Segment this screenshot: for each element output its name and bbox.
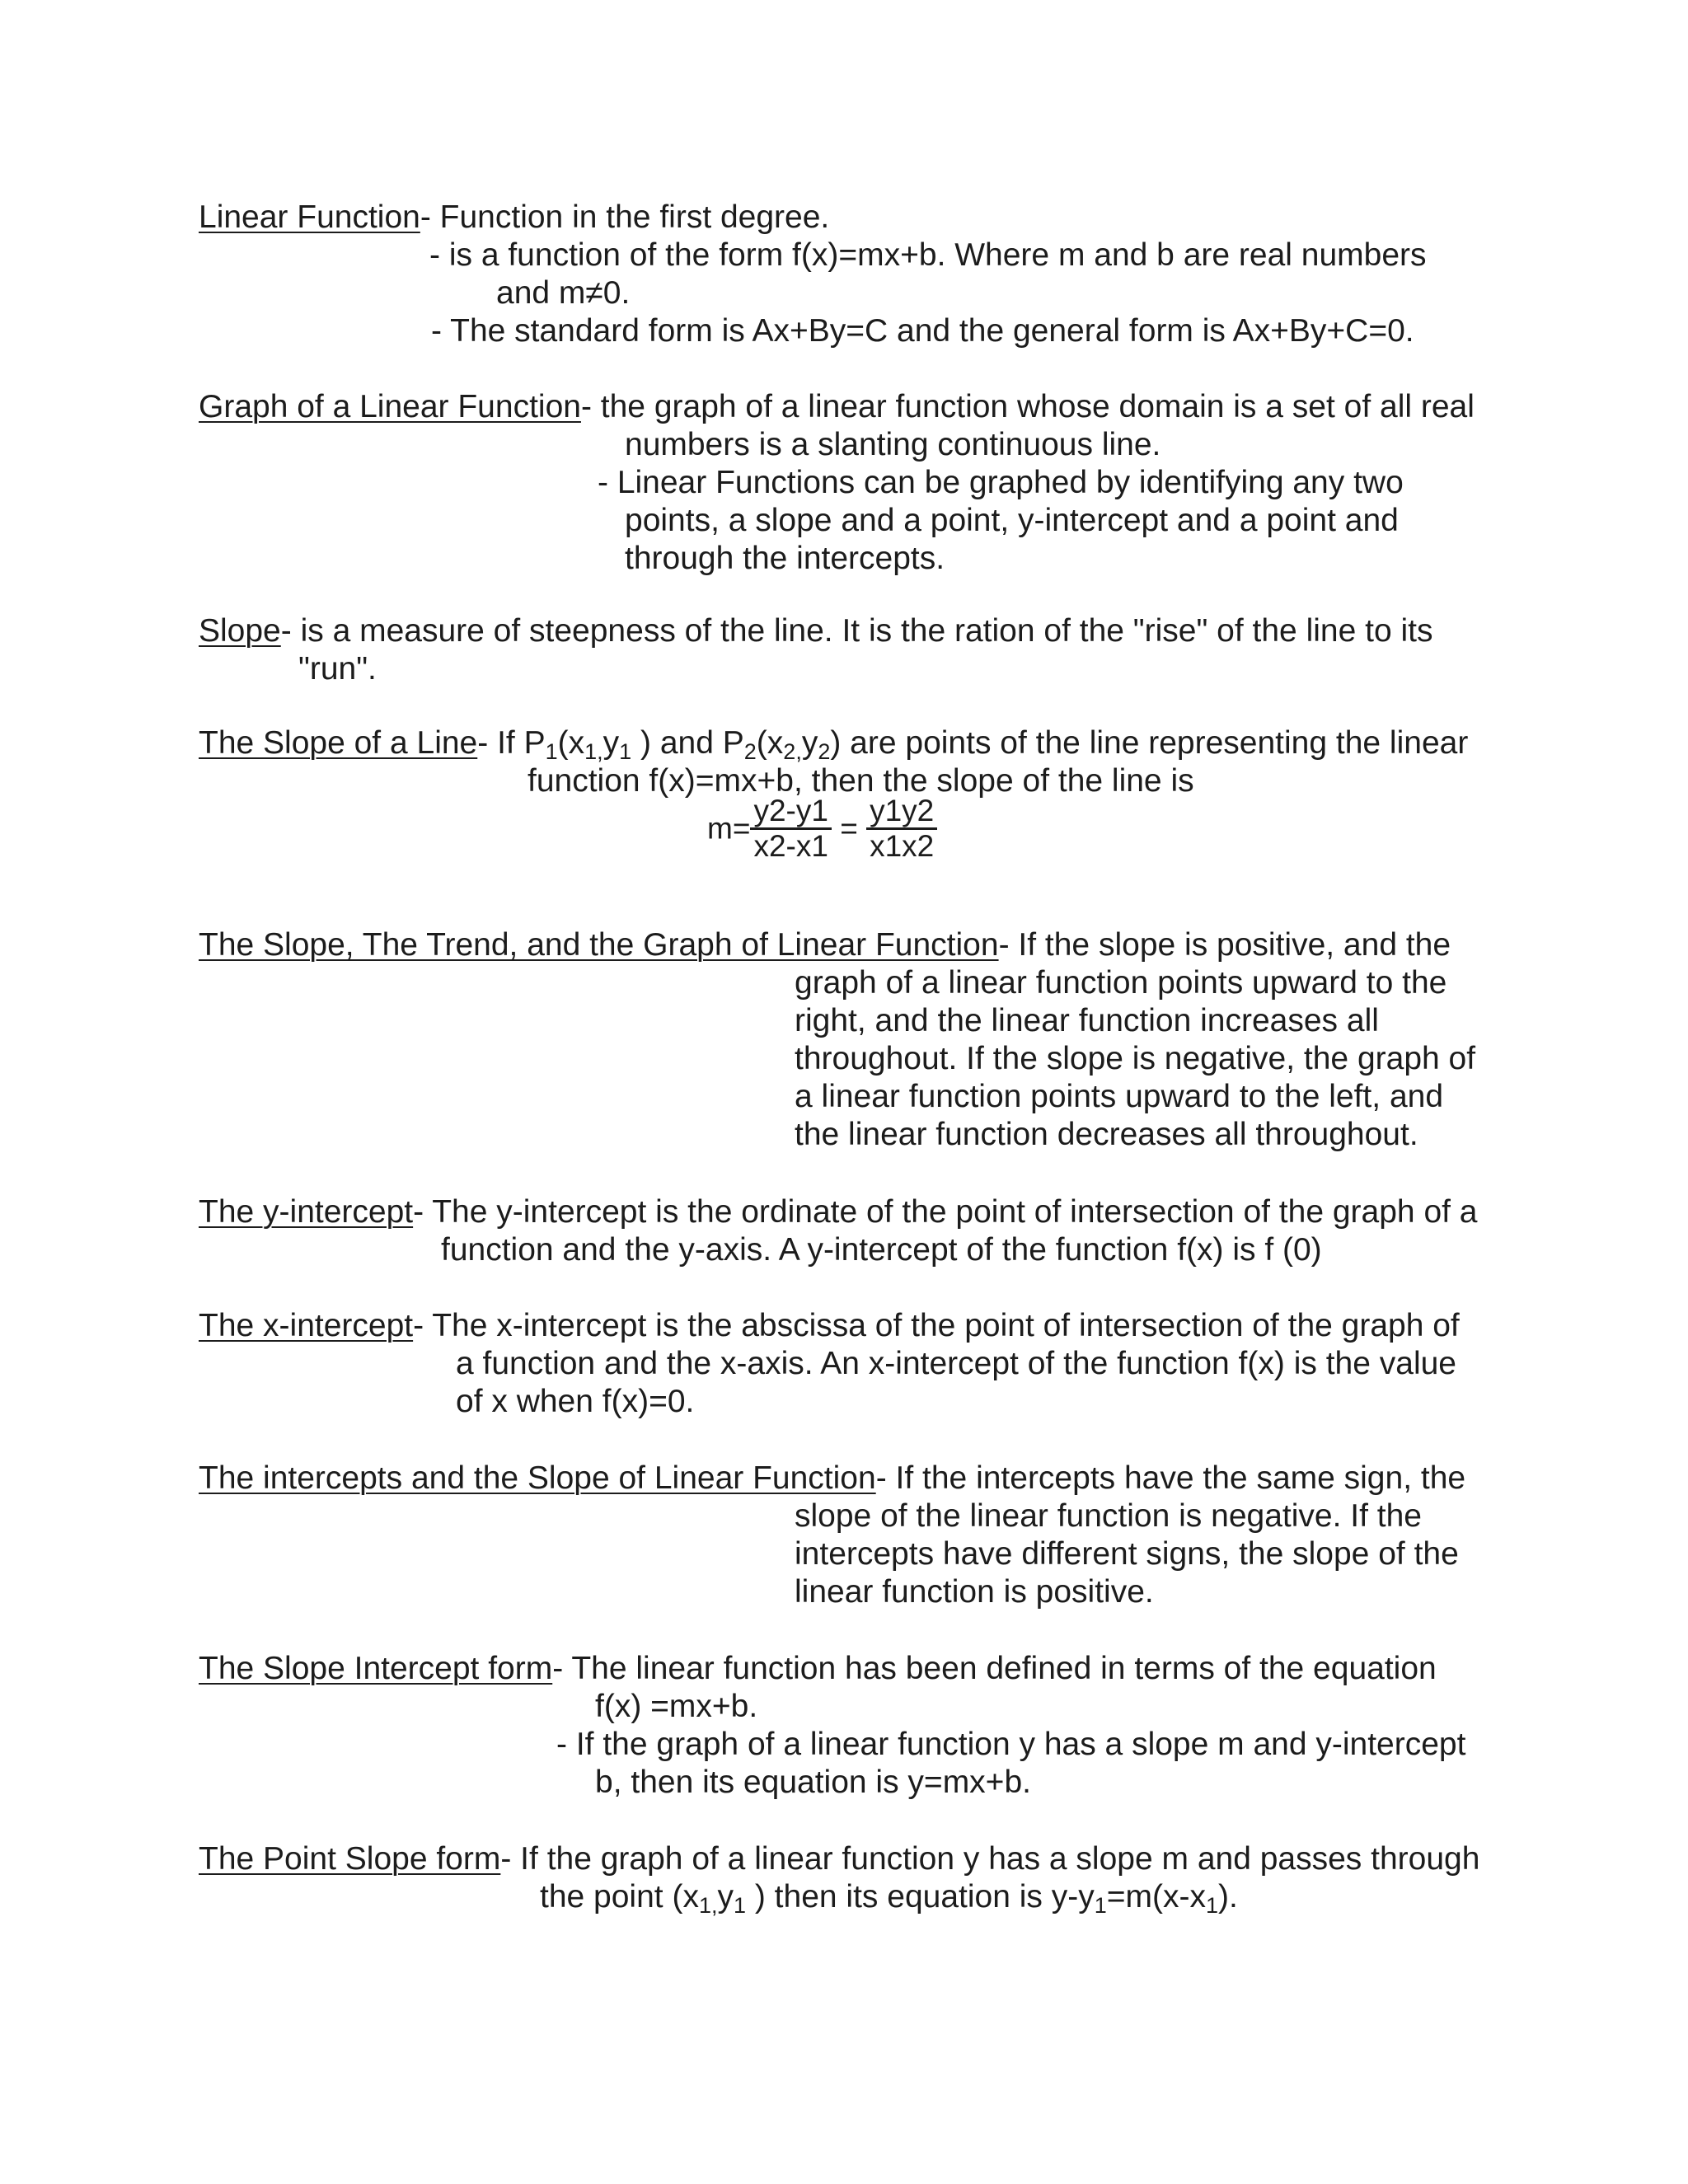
definition-line: linear function is positive.: [795, 1574, 1154, 1610]
formula-fraction-2: [866, 794, 937, 863]
definition-text: - the graph of a linear function whose domain is a set of all real: [580, 389, 1475, 424]
definition-line: of x when f(x)=0.: [456, 1384, 695, 1419]
definition-linear-function: [199, 199, 829, 237]
definition-text: - The y-intercept is the ordinate of the point of intersection of the graph of a: [413, 1194, 1478, 1230]
definition-line: b, then its equation is y=mx+b.: [595, 1765, 1031, 1800]
definition-slope: [199, 612, 1433, 650]
slope-formula: [707, 794, 937, 863]
definition-line: throughout. If the slope is negative, the graph of: [795, 1041, 1476, 1076]
fraction-denominator: x1x2: [870, 829, 935, 863]
definition-line: "run".: [298, 651, 377, 687]
term-graph-of-linear-function: Graph of a Linear Function: [199, 389, 581, 424]
definition-line: through the intercepts.: [625, 541, 945, 576]
definition-line: - The standard form is Ax+By=C and the general form is Ax+By+C=0.: [431, 313, 1414, 349]
term-intercepts-and-slope: The intercepts and the Slope of Linear Function: [199, 1460, 876, 1496]
definition-line: the point ($x_{1,}y_1$ ) then its equation is $y-y_1=m(x-x_1)$.: [540, 1879, 1238, 1918]
definition-line: function and the y-axis. A y-intercept of the function f(x) is f (0): [441, 1232, 1322, 1268]
definition-line: numbers is a slanting continuous line.: [625, 427, 1161, 462]
term-slope-of-a-line: The Slope of a Line: [199, 725, 478, 761]
definition-x-intercept: [199, 1307, 1460, 1345]
definition-point-slope-form: [199, 1840, 1479, 1878]
term-x-intercept: The x-intercept: [199, 1308, 414, 1343]
definition-line: and m≠0.: [496, 275, 631, 311]
definition-y-intercept: [199, 1193, 1478, 1231]
definition-intercepts-and-slope: [199, 1460, 1465, 1497]
definition-line: a function and the x-axis. An x-intercept of the function f(x) is the value: [456, 1346, 1456, 1381]
definition-text: - The x-intercept is the abscissa of the point of intersection of the graph of: [413, 1308, 1460, 1343]
definition-line: graph of a linear function points upward to the: [795, 965, 1447, 1001]
definition-slope-trend-graph: [199, 926, 1451, 964]
definition-line: - If the graph of a linear function y has a slope m and y-intercept: [556, 1727, 1466, 1762]
definition-line: a linear function points upward to the left, and: [795, 1079, 1444, 1114]
term-slope-trend-graph: The Slope, The Trend, and the Graph of Linear Function: [199, 927, 999, 963]
formula-equals: =: [840, 811, 858, 846]
term-point-slope-form: The Point Slope form: [199, 1841, 501, 1877]
term-slope-intercept-form: The Slope Intercept form: [199, 1651, 553, 1686]
definition-line: the linear function decreases all throughout.: [795, 1117, 1418, 1152]
definition-line: points, a slope and a point, y-intercept and a point and: [625, 503, 1399, 538]
fraction-denominator: x2-x1: [753, 829, 828, 863]
definition-text: - If the graph of a linear function y has a slope m and passes through: [500, 1841, 1480, 1877]
formula-fraction-1: [750, 794, 831, 863]
formula-lhs: m=: [707, 811, 751, 846]
term-y-intercept: The y-intercept: [199, 1194, 414, 1230]
definition-text: - is a measure of steepness of the line. It is the ration of the "rise" of the line to its: [280, 613, 1433, 649]
term-slope: Slope: [199, 613, 281, 649]
definition-line: slope of the linear function is negative. If the: [795, 1498, 1422, 1534]
definition-slope-intercept-form: [199, 1650, 1437, 1688]
definition-line: - is a function of the form f(x)=mx+b. Where m and b are real numbers: [429, 237, 1427, 273]
definition-line: function f(x)=mx+b, then the slope of the line is: [528, 763, 1194, 799]
fraction-numerator: y1y2: [866, 794, 937, 830]
definition-text: - The linear function has been defined in terms of the equation: [552, 1651, 1437, 1686]
definition-line: f(x) =mx+b.: [595, 1689, 758, 1724]
fraction-numerator: y2-y1: [750, 794, 831, 830]
definition-line: right, and the linear function increases all: [795, 1003, 1379, 1038]
definition-line: intercepts have different signs, the slope of the: [795, 1536, 1459, 1572]
term-linear-function: Linear Function: [199, 199, 420, 235]
definition-slope-of-a-line: The Slope of a Line- If $P_1(x_{1,}y_1$ ) and $P_2(x_{2,}y_2)$ are points of the line representing the linear: [199, 725, 1469, 764]
definition-text: - Function in the first degree.: [420, 199, 830, 235]
definition-graph-of-linear-function: [199, 388, 1475, 426]
definition-text: - If the intercepts have the same sign, the: [875, 1460, 1466, 1496]
definition-line: - Linear Functions can be graphed by identifying any two: [598, 465, 1404, 500]
definition-text: - If the slope is positive, and the: [998, 927, 1451, 963]
